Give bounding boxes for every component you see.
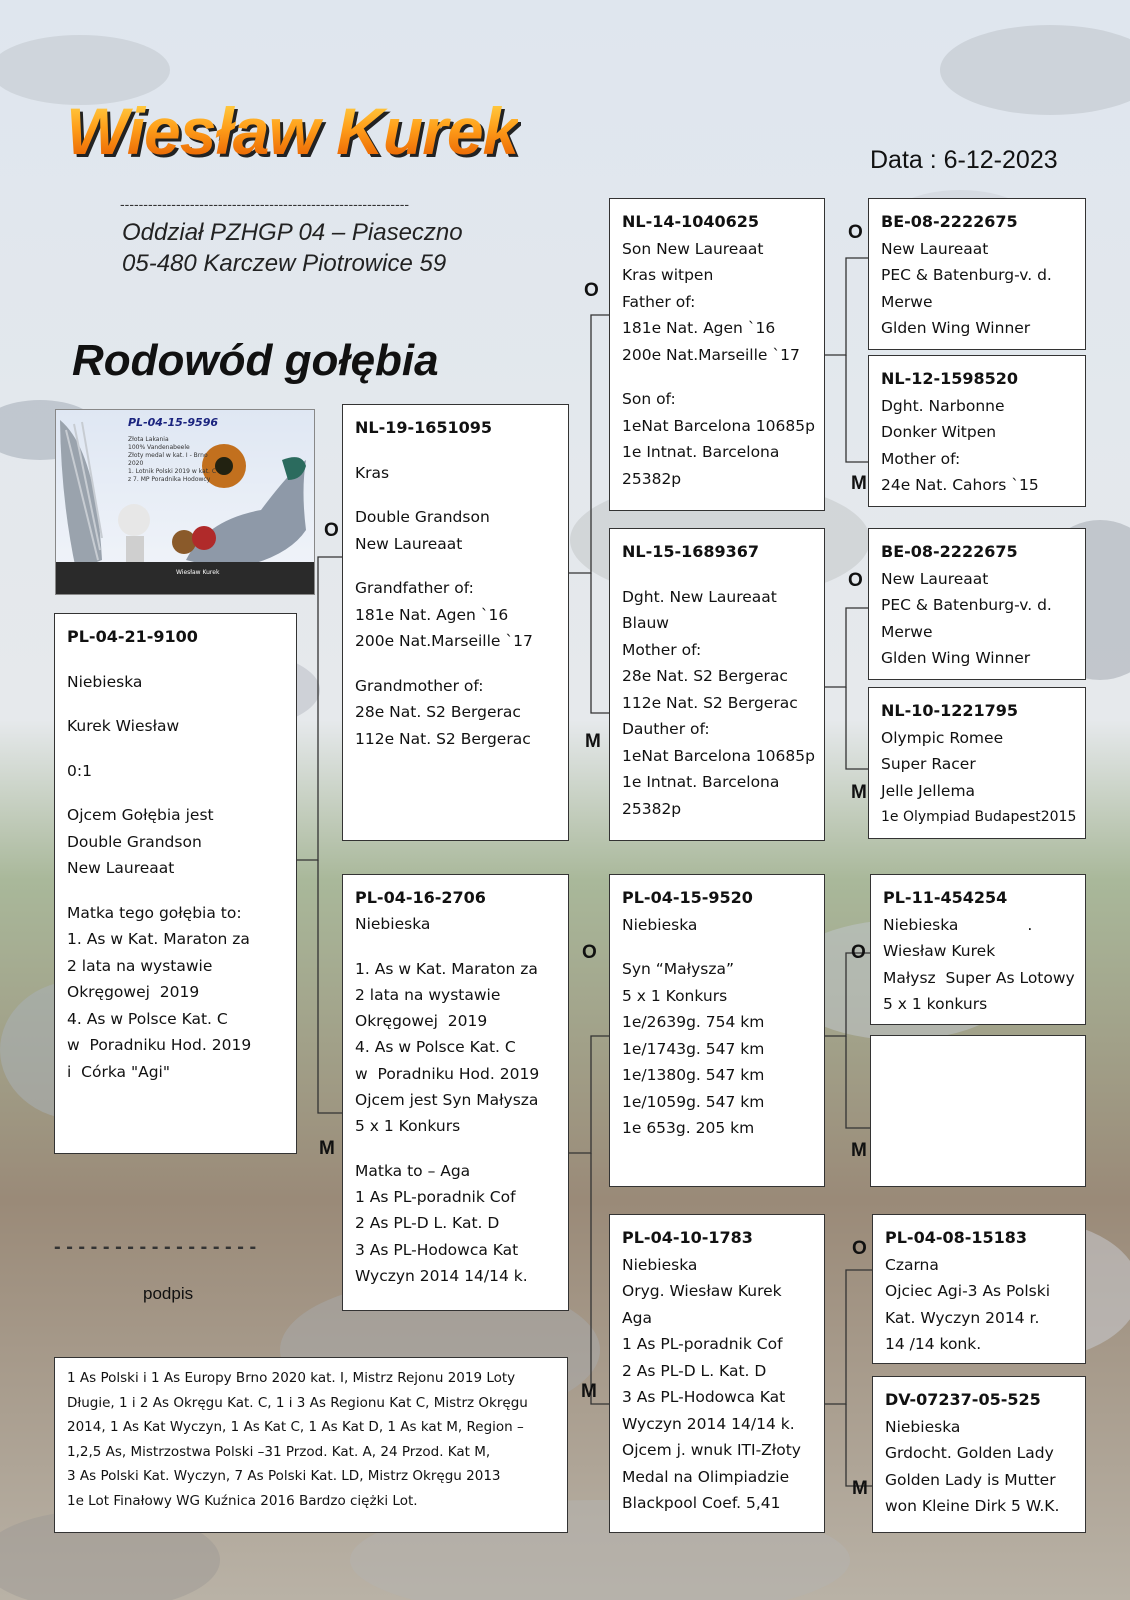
bird-info-line: Double Grandson	[67, 832, 202, 851]
ring-number: DV-07237-05-525	[885, 1390, 1041, 1409]
bird-info-line: 1. As w Kat. Maraton za	[355, 959, 538, 978]
sire-label: O	[324, 520, 339, 541]
bird-info-line: Okręgowej 2019	[355, 1012, 488, 1031]
bird-info-line: Dauther of:	[622, 720, 710, 738]
bird-info-line: Merwe	[881, 622, 933, 641]
bird-info-line: Niebieska	[67, 672, 143, 691]
bird-info-line: Glden Wing Winner	[881, 649, 1031, 667]
achievements-box	[54, 1357, 568, 1533]
spacer	[67, 882, 284, 900]
bird-info-line: 24e Nat. Cahors `15	[881, 476, 1039, 494]
ring-number: PL-04-08-15183	[885, 1228, 1028, 1247]
spacer	[355, 557, 556, 575]
signature-line: - - - - - - - - - - - - - - - - -	[54, 1236, 257, 1258]
photo-caption-line: 100% Vandenabeele	[128, 444, 190, 451]
address-line-2: 05-480 Karczew Piotrowice 59	[122, 250, 447, 277]
photo-caption-line: 1. Lotnik Polski 2019 w kat. C	[128, 468, 217, 475]
bird-info-line: 3 As PL-Hodowca Kat	[355, 1240, 519, 1259]
bird-info-line: Aga	[622, 1308, 652, 1327]
bird-info-line: Matka tego gołębia to:	[67, 903, 242, 922]
bird-info-line: 5 x 1 Konkurs	[622, 986, 728, 1005]
dam-dam-dam-box	[872, 1376, 1086, 1533]
bird-info-line: Mother of:	[622, 640, 702, 659]
bird-info-line: 112e Nat. S2 Bergerac	[355, 729, 531, 748]
spacer	[67, 695, 284, 713]
bird-info-line: 1 As PL-poradnik Cof	[622, 1335, 783, 1353]
spacer	[622, 368, 812, 386]
achievement-line: 1 As Polski i 1 As Europy Brno 2020 kat. I, Mistrz Rejonu 2019 Loty	[67, 1370, 516, 1386]
bird-info-line: 1e 653g. 205 km	[622, 1119, 755, 1137]
bird-info-line: 1e Olympiad Budapest2015	[881, 809, 1077, 825]
g3-label-4: M	[851, 782, 867, 803]
bird-info-line: Medal na Olimpiadzie	[622, 1467, 790, 1486]
bird-info-line: Jelle Jellema	[881, 781, 976, 800]
achievement-line: 2014, 1 As Kat Wyczyn, 1 As Kat C, 1 As Kat D, 1 As kat M, Region –	[67, 1419, 524, 1435]
sire-sire-sire-box	[868, 198, 1086, 350]
bird-info-line: 1e Intnat. Barcelona	[622, 773, 780, 791]
bird-info-line: Niebieska	[355, 915, 431, 934]
bird-info-line: 2 lata na wystawie	[67, 956, 213, 975]
header-dash-rule: --------------------------------------------------------------	[120, 196, 410, 212]
g3-label-5: O	[851, 942, 866, 963]
spacer	[355, 655, 556, 673]
bird-info-line: Wyczyn 2014 14/14 k.	[355, 1266, 528, 1285]
sire-sire-box	[609, 198, 825, 511]
spacer	[355, 442, 556, 460]
ring-number: NL-14-1040625	[622, 212, 760, 231]
photo-footer	[56, 562, 314, 594]
address-line-1: Oddział PZHGP 04 – Piaseczno	[122, 219, 463, 246]
achievement-line: 1e Lot Finałowy WG Kuźnica 2016 Bardzo ciężki Lot.	[67, 1492, 418, 1509]
bird-info-line: 28e Nat. S2 Bergerac	[622, 667, 788, 685]
bird-info-line: Kras witpen	[622, 266, 714, 284]
bird-info-line: 2 As PL-D L. Kat. D	[355, 1214, 500, 1233]
ring-number: NL-15-1689367	[622, 542, 760, 561]
bird-info-line: 181e Nat. Agen `16	[355, 605, 509, 624]
bird-info-line: Dght. New Laureaat	[622, 587, 777, 606]
bird-info-line: Donker Witpen	[881, 423, 997, 441]
bird-info-line: 200e Nat.Marseille `17	[355, 632, 533, 650]
bird-info-line: i Córka "Agi"	[67, 1062, 170, 1081]
bird-info-line: New Laureaat	[67, 859, 175, 877]
ring-number: PL-04-16-2706	[355, 888, 486, 907]
bird-info-line: Double Grandson	[355, 508, 490, 526]
bird-info-line: Niebieska .	[883, 915, 1033, 934]
achievement-line: 1,2,5 As, Mistrzostwa Polski –31 Przod. Kat. A, 24 Przod. Kat M,	[67, 1443, 491, 1460]
bird-info-line: Małysz Super As Lotowy	[883, 968, 1075, 987]
bird-info-line: 2 As PL-D L. Kat. D	[622, 1361, 767, 1380]
sire-dam-box	[609, 528, 825, 841]
pigeon-photo-card	[55, 409, 315, 595]
spacer	[355, 486, 556, 504]
bird-info-line: 200e Nat.Marseille `17	[622, 345, 800, 364]
g3-label-2: M	[851, 473, 867, 494]
sire-box	[342, 404, 569, 841]
ring-number: PL-04-10-1783	[622, 1228, 753, 1247]
spacer	[355, 938, 556, 956]
bird-info-line: Grandmother of:	[355, 676, 484, 695]
photo-footer-name: Wiesław Kurek	[176, 569, 220, 576]
bird-info-line: Niebieska	[622, 915, 698, 934]
dam-sire-box	[609, 874, 825, 1187]
bird-info-line: 1 As PL-poradnik Cof	[355, 1187, 516, 1206]
dam-sire-dam-box	[870, 1035, 1086, 1187]
bird-info-line: Grandfather of:	[355, 579, 474, 597]
ring-number: PL-11-454254	[883, 888, 1008, 907]
bird-info-line: 14 /14 konk.	[885, 1335, 982, 1353]
g3-label-3: O	[848, 570, 863, 591]
bird-info-line: Niebieska	[885, 1417, 961, 1436]
ring-number: BE-08-2222675	[881, 542, 1018, 561]
ring-number: NL-10-1221795	[881, 701, 1019, 720]
photo-caption	[128, 436, 218, 484]
bird-info-line: 0:1	[67, 761, 92, 780]
bird-info-line: 4. As w Polsce Kat. C	[355, 1038, 516, 1057]
signature-label: podpis	[143, 1284, 194, 1303]
sire-sire-dam-box	[868, 355, 1086, 507]
bird-info-line: Ojcem j. wnuk ITI-Złoty	[622, 1441, 801, 1459]
bird-info-line: Glden Wing Winner	[881, 319, 1031, 337]
achievement-line: Długie, 1 i 2 As Okręgu Kat. C, 1 i 3 As Regionu Kat C, Mistrz Okręgu	[67, 1394, 528, 1411]
bird-info-line: 1eNat Barcelona 10685p	[622, 746, 815, 765]
dam-label: M	[319, 1138, 335, 1159]
bird-info-line: PEC & Batenburg-v. d.	[881, 596, 1052, 614]
bird-info-line: Kat. Wyczyn 2014 r.	[885, 1308, 1040, 1327]
dam-sire-sire-box	[870, 874, 1086, 1025]
bird-info-line: Matka to – Aga	[355, 1161, 471, 1180]
bird-info-line: Olympic Romee	[881, 728, 1004, 747]
bird-info-line: Blauw	[622, 614, 669, 632]
bird-info-line: PEC & Batenburg-v. d.	[881, 266, 1052, 284]
bird-info-line: w Poradniku Hod. 2019	[355, 1064, 540, 1083]
bird-info-line: Oryg. Wiesław Kurek	[622, 1282, 782, 1300]
ring-number: PL-04-21-9100	[67, 627, 198, 646]
photo-caption-line: Złoty medal w kat. I - Brno 2020	[128, 452, 208, 467]
bird-info-line: New Laureaat	[881, 239, 989, 258]
dam-dam-sire-box	[872, 1214, 1086, 1364]
dam-dam-label: M	[581, 1381, 597, 1402]
ring-number: NL-19-1651095	[355, 418, 493, 437]
bird-info-line: 1e/1743g. 547 km	[622, 1039, 765, 1058]
bird-info-line: Wyczyn 2014 14/14 k.	[622, 1414, 795, 1433]
bird-info-line: Okręgowej 2019	[67, 983, 200, 1001]
bird-info-line: w Poradniku Hod. 2019	[67, 1036, 252, 1054]
dam-sire-label: O	[582, 942, 597, 963]
bird-info-line: 2 lata na wystawie	[355, 985, 501, 1004]
g3-label-1: O	[848, 222, 863, 243]
bird-info-line: 1. As w Kat. Maraton za	[67, 930, 250, 948]
bird-info-line: Merwe	[881, 292, 933, 311]
bird-info-line: 4. As w Polsce Kat. C	[67, 1009, 228, 1028]
bird-info-line: New Laureaat	[355, 534, 463, 553]
bird-info-line: Father of:	[622, 292, 696, 311]
ring-number: NL-12-1598520	[881, 369, 1019, 388]
photo-caption-line: Złota Lakania	[128, 436, 169, 443]
spacer	[622, 566, 812, 584]
spacer	[67, 740, 284, 758]
sire-dam-sire-box	[868, 528, 1086, 680]
spacer	[622, 938, 812, 956]
bird-info-line: 28e Nat. S2 Bergerac	[355, 703, 521, 721]
bird-info-line: Blackpool Coef. 5,41	[622, 1494, 781, 1512]
bird-info-line: 1eNat Barcelona 10685p	[622, 416, 815, 435]
bird-info-line: 1e/1059g. 547 km	[622, 1092, 765, 1111]
ring-number: BE-08-2222675	[881, 212, 1018, 231]
bird-info-line: Kras	[355, 463, 390, 482]
spacer	[67, 784, 284, 802]
bird-info-line: Wiesław Kurek	[883, 942, 996, 960]
bird-info-line: Grdocht. Golden Lady	[885, 1444, 1054, 1462]
bird-info-line: Ojcem Gołębia jest	[67, 806, 214, 824]
bird-info-line: 25382p	[622, 469, 682, 488]
bird-info-line: Ojciec Agi-3 As Polski	[885, 1282, 1050, 1300]
bird-info-line: 1e/2639g. 754 km	[622, 1013, 765, 1031]
bird-info-line: Czarna	[885, 1255, 939, 1274]
ring-number: PL-04-15-9520	[622, 888, 753, 907]
bird-info-line: New Laureaat	[881, 569, 989, 588]
bird-info-line: Ojcem jest Syn Małysza	[355, 1091, 539, 1110]
bird-info-line: 1e Intnat. Barcelona	[622, 443, 780, 461]
g3-label-7: O	[852, 1238, 867, 1259]
g3-label-6: M	[851, 1140, 867, 1161]
bird-info-line: 3 As PL-Hodowca Kat	[622, 1388, 786, 1406]
bird-info-line: Niebieska	[622, 1255, 698, 1274]
bird-info-line: Dght. Narbonne	[881, 396, 1005, 415]
bird-info-line: Son of:	[622, 390, 676, 408]
bird-info-line: 25382p	[622, 799, 682, 818]
bird-info-line: won Kleine Dirk 5 W.K.	[885, 1497, 1060, 1515]
bird-info-line: 181e Nat. Agen `16	[622, 319, 776, 337]
dam-box	[342, 874, 569, 1311]
bird-info-line: 1e/1380g. 547 km	[622, 1066, 765, 1084]
pedigree-date: Data : 6-12-2023	[870, 146, 1058, 174]
bird-info-line: Syn “Małysza”	[622, 960, 734, 978]
bird-info-line: Mother of:	[881, 449, 961, 468]
sire-dam-dam-box	[868, 687, 1086, 839]
bird-info-line: Golden Lady is Mutter	[885, 1470, 1056, 1489]
document-title: Rodowód gołębia	[72, 336, 439, 385]
bird-info-line: 5 x 1 Konkurs	[355, 1117, 461, 1136]
photo-caption-line: z 7. MP Poradnika Hodowcy	[128, 476, 211, 483]
dam-dam-box	[609, 1214, 825, 1533]
bird-info-line: 5 x 1 konkurs	[883, 995, 988, 1013]
bird-info-line: Super Racer	[881, 755, 976, 773]
sire-sire-label: O	[584, 280, 599, 301]
spacer	[355, 1140, 556, 1158]
bird-info-line: Kurek Wiesław	[67, 717, 180, 735]
bird-info-line: 112e Nat. S2 Bergerac	[622, 693, 798, 712]
sire-dam-label: M	[585, 731, 601, 752]
subject-bird-box	[54, 613, 297, 1154]
breeder-name-title: Wiesław Kurek	[66, 94, 519, 168]
photo-bird-ring: PL-04-15-9596	[128, 416, 218, 429]
achievement-line: 3 As Polski Kat. Wyczyn, 7 As Polski Kat. LD, Mistrz Okręgu 2013	[67, 1468, 501, 1484]
spacer	[67, 651, 284, 669]
g3-label-8: M	[852, 1478, 868, 1499]
bird-info-line: Son New Laureaat	[622, 239, 764, 258]
